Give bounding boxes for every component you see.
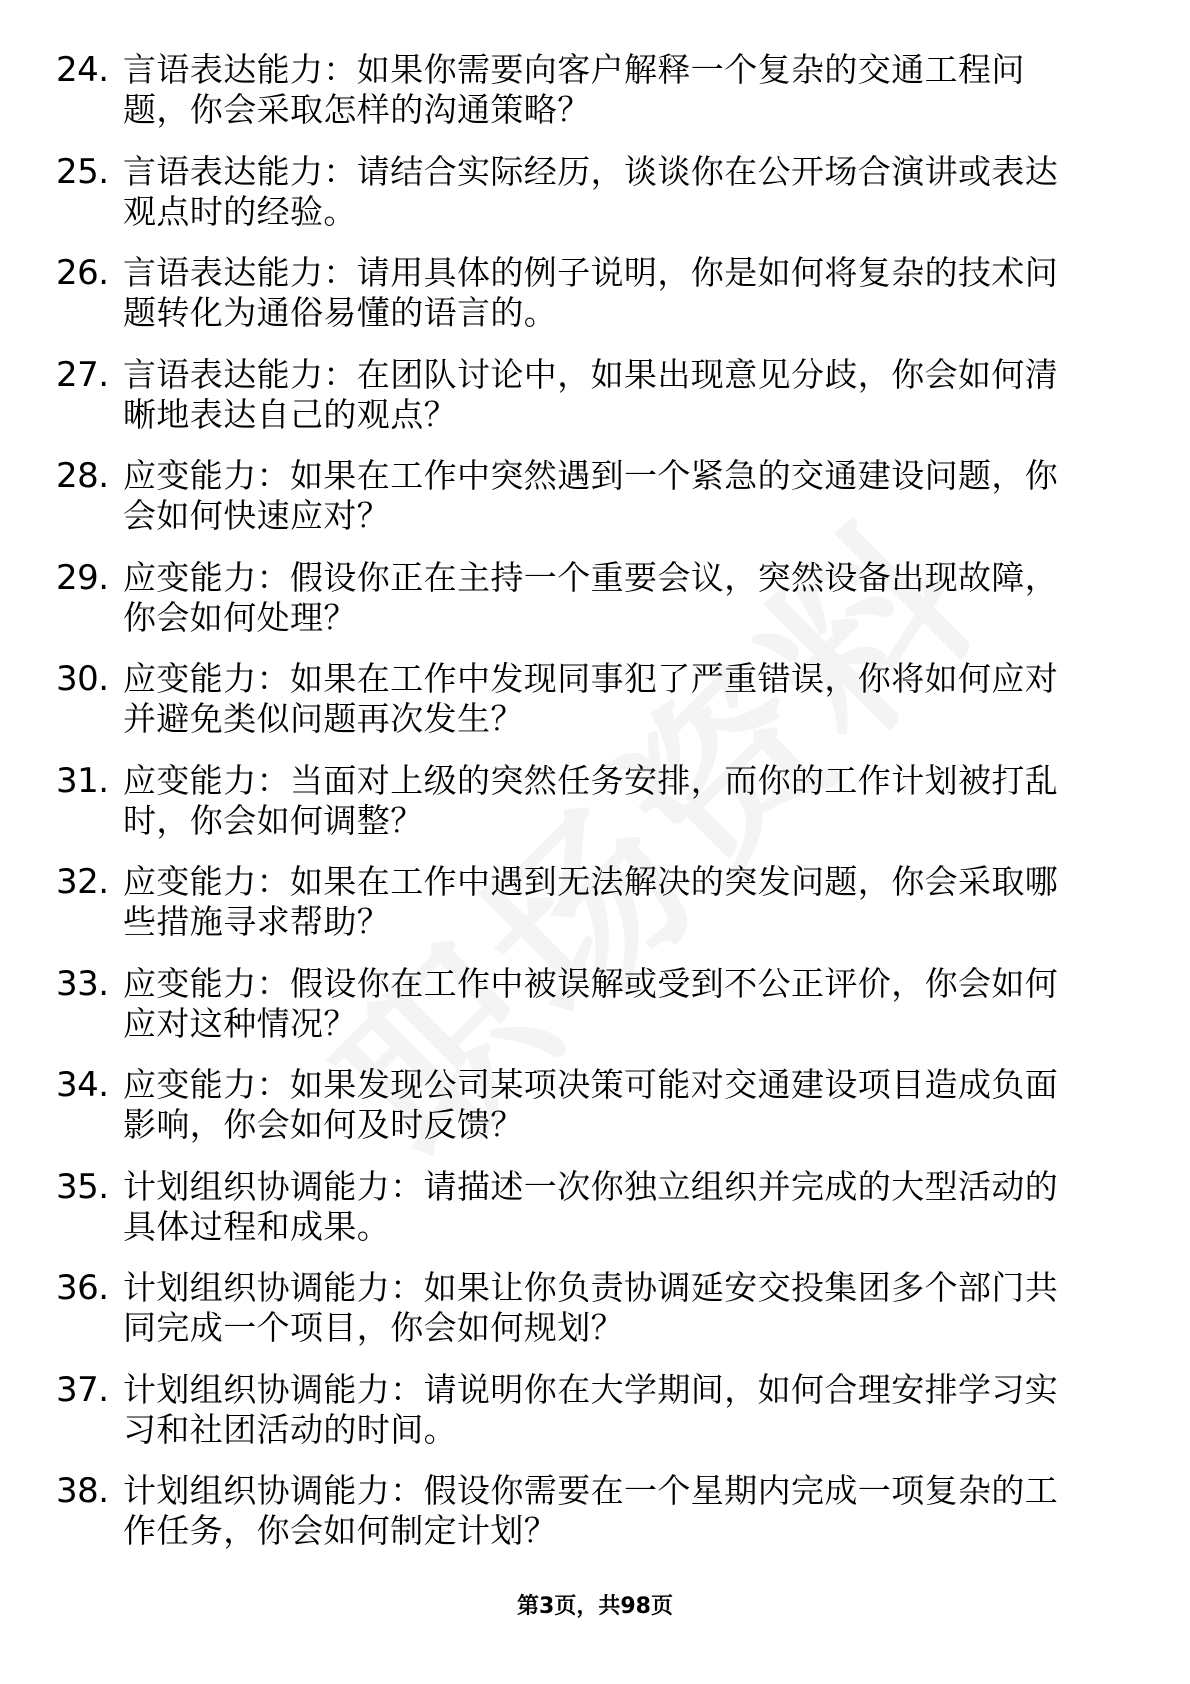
question-item (0, 50, 1190, 152)
question-text (123, 355, 1108, 435)
question-item (0, 964, 1190, 1066)
question-item (0, 1370, 1190, 1472)
question-line: 并避免类似问题再次发生？ (123, 699, 524, 738)
question-line: 题转化为通俗易懂的语言的。 (123, 293, 558, 332)
question-text (123, 659, 1108, 739)
question-line: 应变能力：假设你在工作中被误解或受到不公正评价，你会如何 (123, 963, 1059, 1003)
question-line: 会如何快速应对？ (123, 496, 391, 535)
question-number: 31. (56, 760, 109, 801)
question-number: 38. (56, 1471, 109, 1511)
question-line: 计划组织协调能力：请描述一次你独立组织并完成的大型活动的 (123, 1166, 1059, 1206)
question-item (0, 1471, 1190, 1573)
question-number: 30. (56, 659, 109, 699)
question-line: 言语表达能力：在团队讨论中，如果出现意见分歧，你会如何清 (123, 354, 1059, 394)
question-text (123, 862, 1108, 942)
question-line: 应变能力：假设你正在主持一个重要会议，突然设备出现故障， (123, 557, 1059, 597)
question-line: 应对这种情况？ (123, 1003, 357, 1043)
question-line: 计划组织协调能力：假设你需要在一个星期内完成一项复杂的工 (123, 1471, 1059, 1510)
question-item (0, 1268, 1190, 1370)
question-line: 你会如何处理？ (123, 597, 357, 637)
question-line: 应变能力：如果在工作中突然遇到一个紧急的交通建设问题，你 (123, 456, 1059, 495)
question-line: 应变能力：如果发现公司某项决策可能对交通建设项目造成负面 (123, 1065, 1059, 1104)
question-item (0, 659, 1190, 761)
question-line: 言语表达能力：请结合实际经历，谈谈你在公开场合演讲或表达 (123, 151, 1059, 191)
question-line: 作任务，你会如何制定计划？ (123, 1511, 558, 1550)
question-item (0, 558, 1190, 660)
question-list (0, 50, 1190, 1573)
question-text (123, 50, 1108, 130)
page-footer (0, 1592, 1190, 1622)
question-item (0, 253, 1190, 355)
question-line: 习和社团活动的时间。 (123, 1409, 457, 1449)
question-text (123, 1370, 1108, 1450)
question-text (123, 1268, 1108, 1348)
question-line: 些措施寻求帮助？ (123, 902, 391, 941)
question-line: 言语表达能力：请用具体的例子说明，你是如何将复杂的技术问 (123, 253, 1059, 292)
question-item (0, 1167, 1190, 1269)
question-line: 同完成一个项目，你会如何规划？ (123, 1308, 624, 1347)
question-line: 应变能力：当面对上级的突然任务安排，而你的工作计划被打乱 (123, 760, 1059, 800)
question-number: 27. (56, 354, 109, 395)
question-item (0, 761, 1190, 863)
question-number: 32. (56, 862, 109, 902)
question-text (123, 964, 1108, 1044)
question-text (123, 1471, 1108, 1551)
question-line: 晰地表达自己的观点？ (123, 394, 457, 434)
question-number: 24. (56, 50, 109, 90)
question-line: 计划组织协调能力：如果让你负责协调延安交投集团多个部门共 (123, 1268, 1059, 1307)
question-text (123, 456, 1108, 536)
question-item (0, 152, 1190, 254)
question-text (123, 253, 1108, 333)
question-item (0, 862, 1190, 964)
question-text (123, 761, 1108, 841)
question-number: 33. (56, 963, 109, 1004)
question-line: 具体过程和成果。 (123, 1206, 391, 1246)
question-number: 34. (56, 1065, 109, 1105)
question-item (0, 1065, 1190, 1167)
question-number: 29. (56, 557, 109, 598)
question-text (123, 1167, 1108, 1247)
question-text (123, 152, 1108, 232)
question-line: 题，你会采取怎样的沟通策略？ (123, 90, 591, 129)
question-number: 35. (56, 1166, 109, 1207)
question-number: 28. (56, 456, 109, 496)
question-line: 观点时的经验。 (123, 191, 357, 231)
question-number: 37. (56, 1369, 109, 1410)
question-line: 计划组织协调能力：请说明你在大学期间，如何合理安排学习实 (123, 1369, 1059, 1409)
question-number: 26. (56, 253, 109, 293)
question-line: 时，你会如何调整？ (123, 800, 424, 840)
question-item (0, 355, 1190, 457)
question-text (123, 1065, 1108, 1145)
page-number-label: 第3页，共98页 (517, 1594, 673, 1619)
question-line: 言语表达能力：如果你需要向客户解释一个复杂的交通工程问 (123, 50, 1025, 89)
question-number: 25. (56, 151, 109, 192)
question-line: 影响，你会如何及时反馈？ (123, 1105, 524, 1144)
question-text (123, 558, 1108, 638)
question-number: 36. (56, 1268, 109, 1308)
question-item (0, 456, 1190, 558)
question-line: 应变能力：如果在工作中遇到无法解决的突发问题，你会采取哪 (123, 862, 1059, 901)
question-line: 应变能力：如果在工作中发现同事犯了严重错误，你将如何应对 (123, 659, 1059, 698)
